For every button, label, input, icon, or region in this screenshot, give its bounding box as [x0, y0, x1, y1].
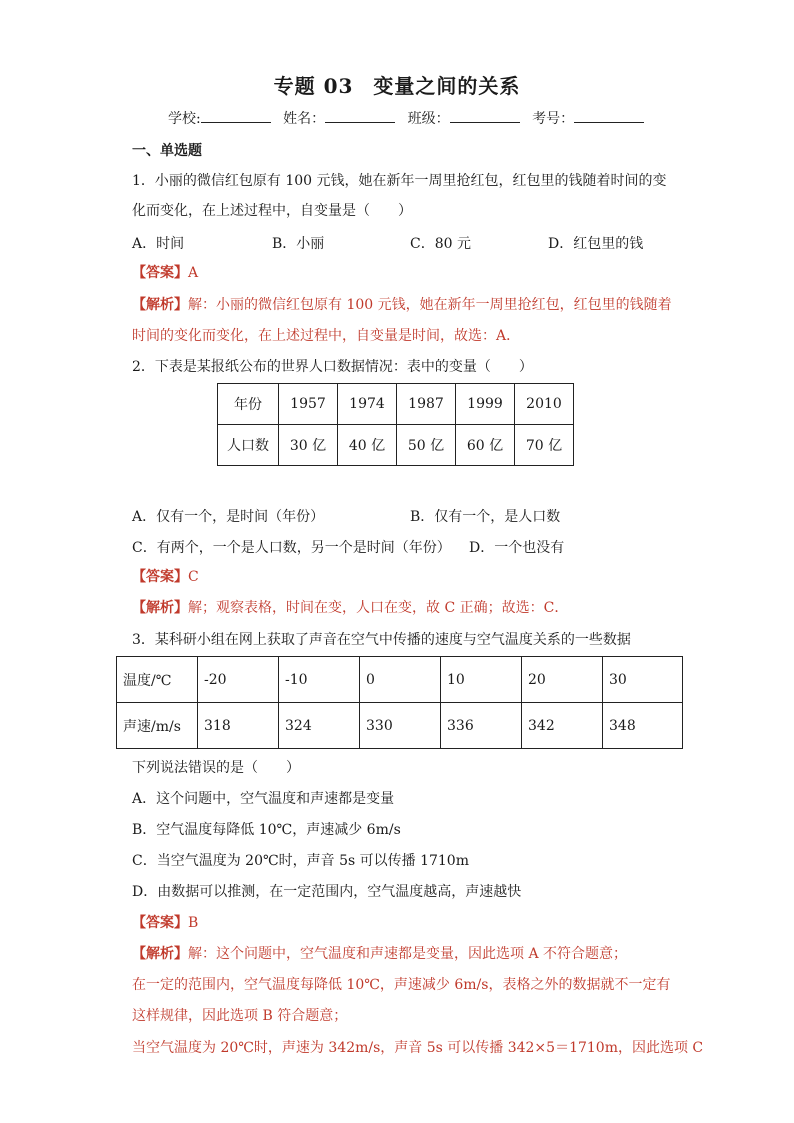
population-table	[217, 383, 574, 466]
q3-answer-value: B	[188, 915, 199, 931]
table-cell: -10	[279, 657, 360, 703]
q1-option-a: A．时间	[132, 236, 185, 252]
q3-option-d: D．由数据可以推测，在一定范围内，空气温度越高，声速越快	[132, 884, 522, 900]
q3-option-b: B．空气温度每降低 10℃，声速减少 6m/s	[132, 822, 401, 838]
analysis-tag: 【解析】	[132, 946, 188, 962]
q2-answer-value: C	[188, 569, 199, 585]
q1-stem-line2: 化而变化，在上述过程中，自变量是（ ）	[132, 203, 412, 219]
q2-option-b: B．仅有一个，是人口数	[410, 509, 561, 525]
table-cell: 60 亿	[456, 425, 515, 466]
class-blank[interactable]	[450, 108, 520, 123]
section-heading: 一、单选题	[132, 143, 202, 159]
school-label: 学校:	[168, 111, 201, 127]
table-row	[117, 657, 683, 703]
table-row	[218, 384, 574, 425]
table-cell: 324	[279, 703, 360, 749]
table-cell: 1999	[456, 384, 515, 425]
table-cell: 温度/℃	[117, 657, 198, 703]
q1-analysis-line1	[132, 296, 672, 314]
q1-option-b: B．小丽	[272, 236, 325, 252]
table-cell: 348	[603, 703, 683, 749]
name-blank[interactable]	[325, 108, 395, 123]
q2-stem-line1: 2．下表是某报纸公布的世界人口数据情况：表中的变量（ ）	[132, 359, 533, 375]
table-cell: 2010	[515, 384, 574, 425]
q2-option-a: A．仅有一个，是时间（年份）	[132, 509, 325, 525]
q1-analysis-line2: 时间的变化而变化，在上述过程中，自变量是时间，故选：A．	[132, 328, 521, 344]
q2-analysis-line1	[132, 599, 568, 617]
q3-analysis-text1: 解：这个问题中，空气温度和声速都是变量，因此选项 A 不符合题意；	[188, 946, 628, 962]
table-row	[117, 703, 683, 749]
table-row	[218, 425, 574, 466]
q2-answer	[132, 568, 199, 586]
q1-option-c: C．80 元	[410, 236, 471, 252]
table-cell: 342	[522, 703, 603, 749]
table-cell: 声速/m/s	[117, 703, 198, 749]
table-cell: 年份	[218, 384, 279, 425]
table-cell: 1987	[397, 384, 456, 425]
page-title	[0, 70, 794, 99]
name-label: 姓名：	[283, 111, 326, 127]
table-cell: -20	[198, 657, 279, 703]
q2-option-c: C．有两个，一个是人口数，另一个是时间（年份）	[132, 540, 451, 556]
q2-analysis-text1: 解；观察表格，时间在变，人口在变，故 C 正确；故选：C．	[188, 600, 569, 616]
table-cell: 50 亿	[397, 425, 456, 466]
number-blank[interactable]	[574, 108, 644, 123]
student-info-line	[168, 108, 652, 128]
q3-stem-line1: 3．某科研小组在网上获取了声音在空气中传播的速度与空气温度关系的一些数据	[132, 632, 631, 648]
table-cell: 30	[603, 657, 683, 703]
q3-analysis-line2: 在一定的范围内，空气温度每降低 10℃，声速减少 6m/s，表格之外的数据就不一定有	[132, 977, 671, 993]
q1-answer-value: A	[188, 265, 199, 281]
analysis-tag: 【解析】	[132, 600, 188, 616]
q3-option-c: C．当空气温度为 20℃时，声音 5s 可以传播 1710m	[132, 853, 469, 869]
q3-analysis-line1	[132, 945, 627, 963]
title-topic-number: 专题 03	[273, 74, 354, 98]
q3-stem-line2: 下列说法错误的是（ ）	[132, 760, 300, 776]
q3-analysis-line3: 这样规律，因此选项 B 符合题意；	[132, 1008, 348, 1024]
sound-speed-table	[116, 656, 683, 749]
q1-stem-line1: 1．小丽的微信红包原有 100 元钱，她在新年一周里抢红包，红包里的钱随着时间的变	[132, 173, 667, 189]
title-topic-name: 变量之间的关系	[373, 74, 521, 98]
class-label: 班级：	[407, 111, 450, 127]
answer-tag: 【答案】	[132, 915, 188, 931]
table-cell: 318	[198, 703, 279, 749]
q3-option-a: A．这个问题中，空气温度和声速都是变量	[132, 791, 395, 807]
table-cell: 336	[441, 703, 522, 749]
answer-tag: 【答案】	[132, 265, 188, 281]
table-cell: 40 亿	[338, 425, 397, 466]
q1-option-d: D．红包里的钱	[548, 236, 644, 252]
q3-answer	[132, 914, 198, 932]
table-cell: 10	[441, 657, 522, 703]
table-cell: 70 亿	[515, 425, 574, 466]
q3-analysis-line4: 当空气温度为 20℃时，声速为 342m/s，声音 5s 可以传播 342×5＝1710m，因此选项 C	[132, 1040, 704, 1056]
table-cell: 330	[360, 703, 441, 749]
table-cell: 20	[522, 657, 603, 703]
answer-tag: 【答案】	[132, 569, 188, 585]
analysis-tag: 【解析】	[132, 297, 188, 313]
table-cell: 30 亿	[279, 425, 338, 466]
q1-analysis-text1: 解：小丽的微信红包原有 100 元钱，她在新年一周里抢红包，红包里的钱随着	[188, 297, 672, 313]
q1-answer	[132, 264, 198, 282]
table-cell: 1957	[279, 384, 338, 425]
table-cell: 0	[360, 657, 441, 703]
number-label: 考号：	[532, 111, 575, 127]
table-cell: 人口数	[218, 425, 279, 466]
table-cell: 1974	[338, 384, 397, 425]
school-blank[interactable]	[201, 108, 271, 123]
q2-option-d: D．一个也没有	[469, 540, 565, 556]
